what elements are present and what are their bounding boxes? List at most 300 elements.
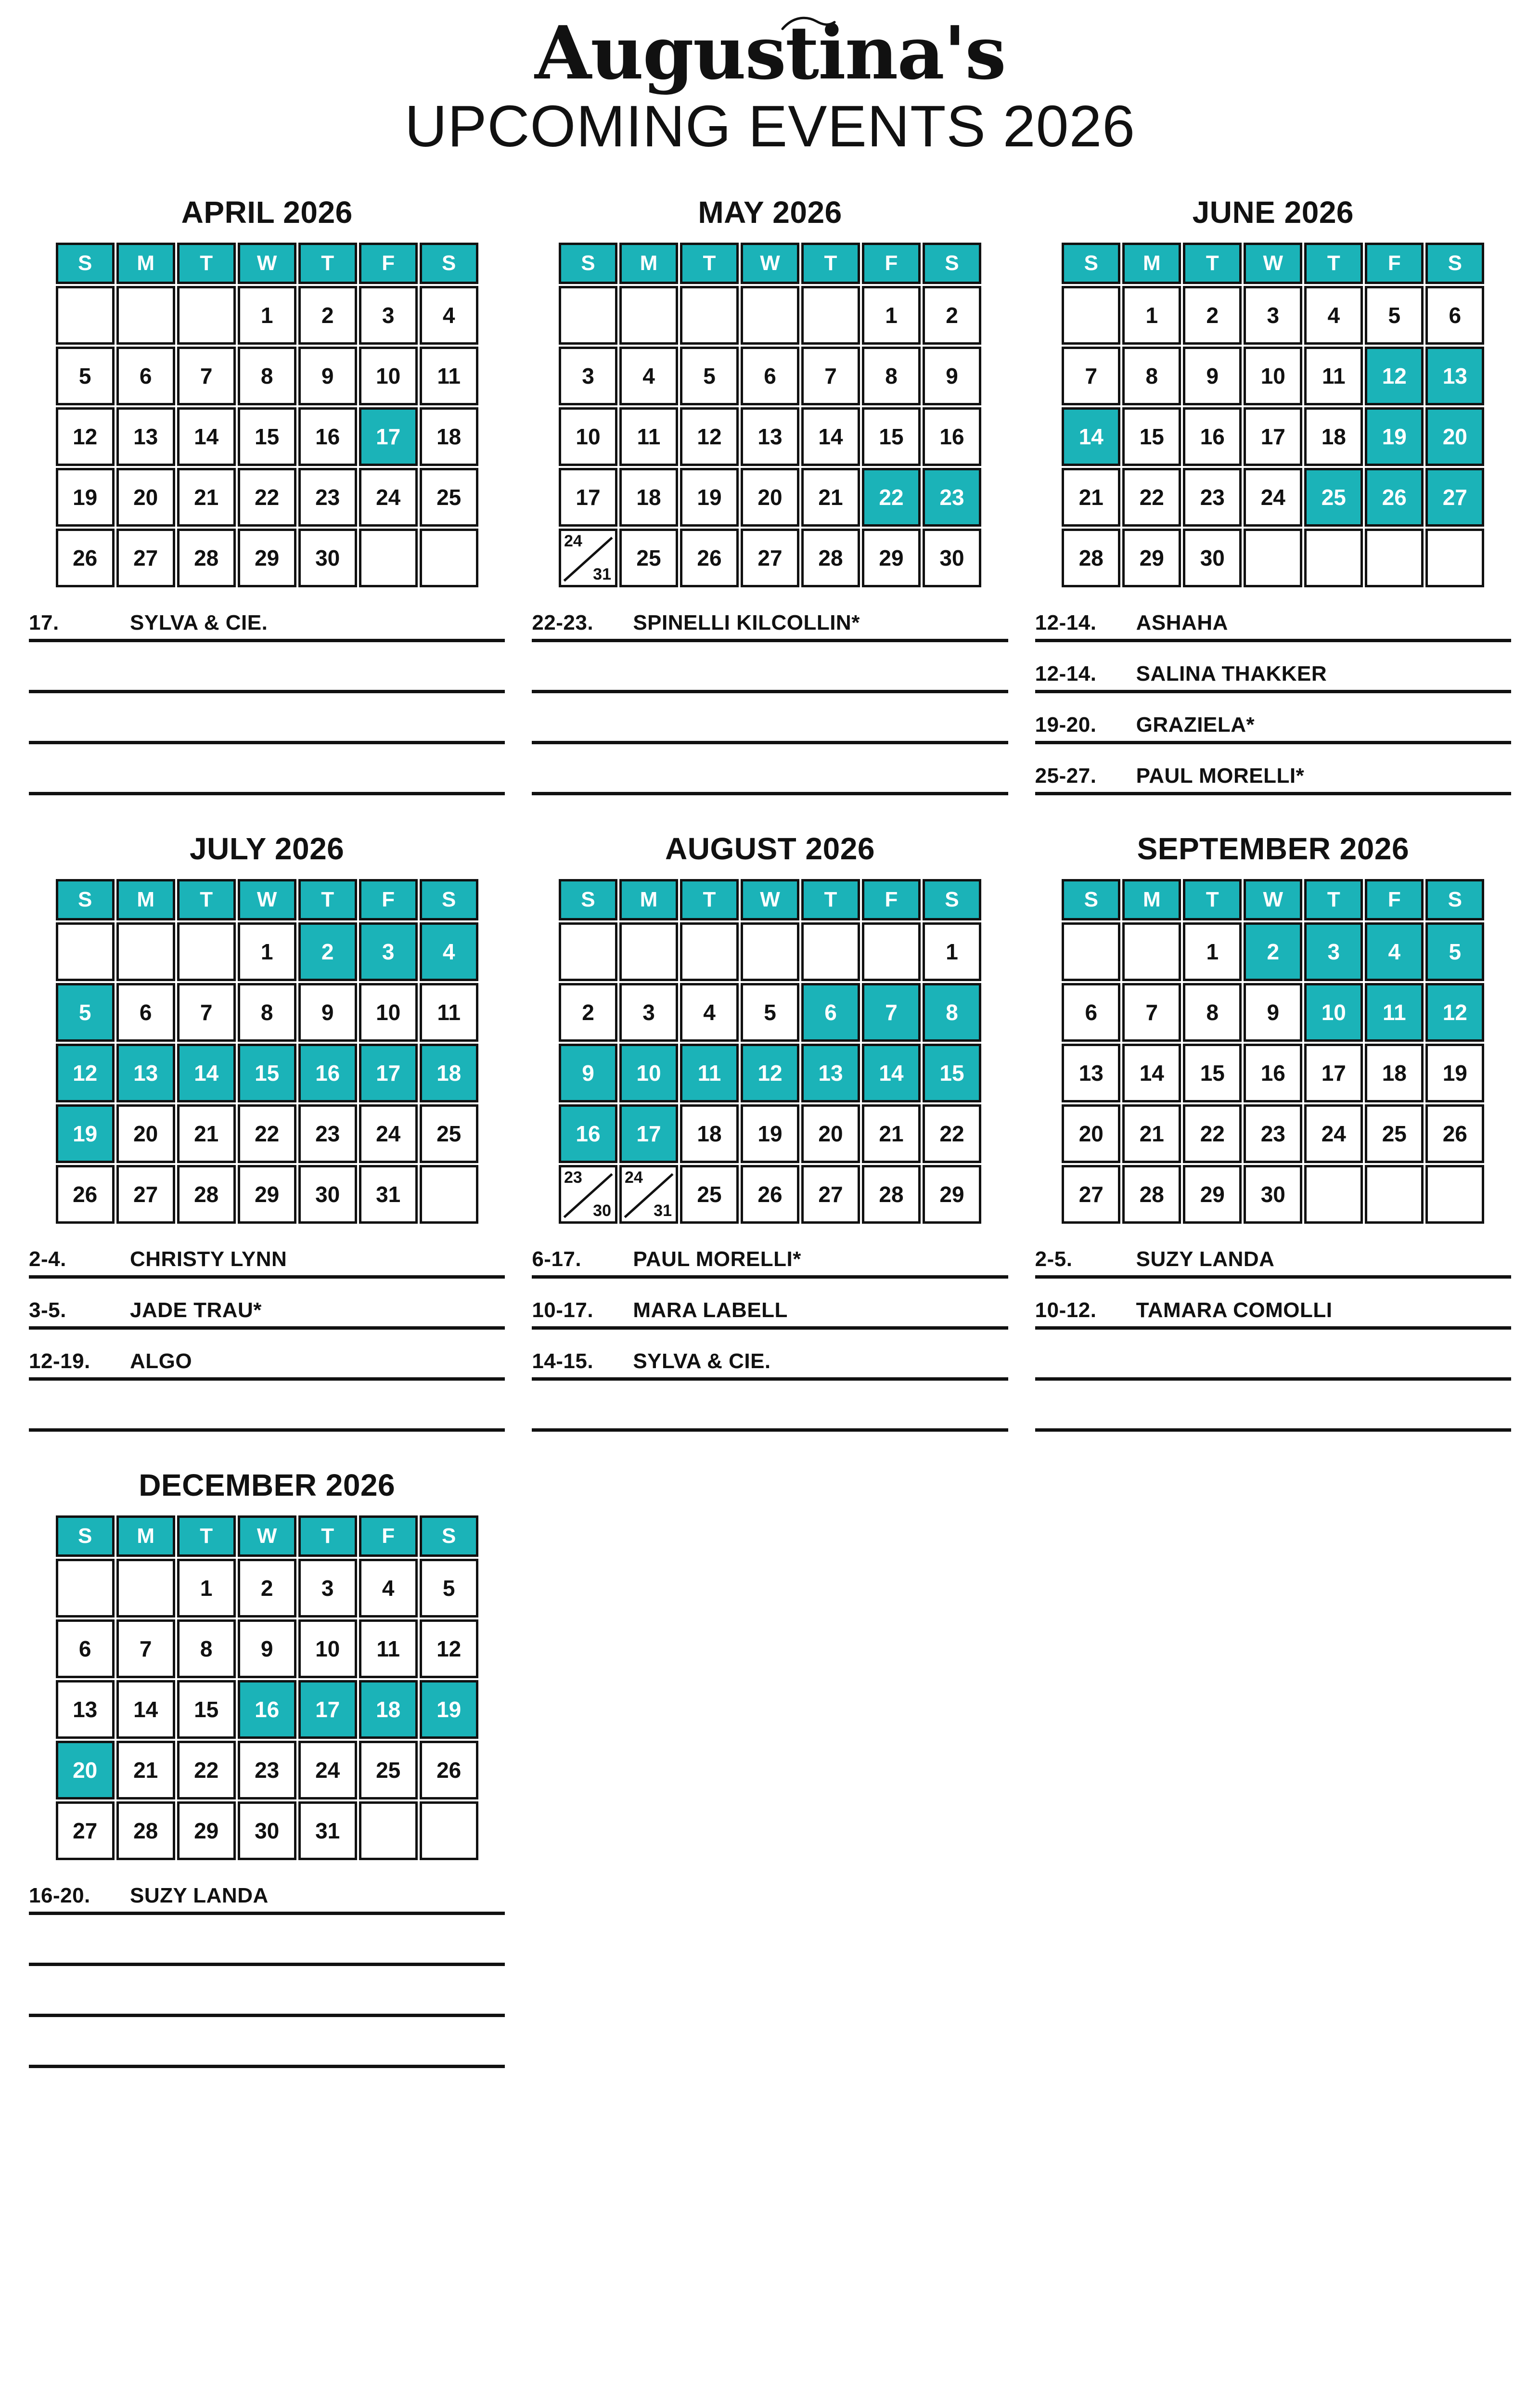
calendar-day[interactable]: 25: [359, 1741, 418, 1799]
calendar-day-highlighted[interactable]: 4: [420, 922, 478, 981]
calendar-day[interactable]: 21: [177, 468, 236, 527]
calendar-day[interactable]: 18: [420, 407, 478, 466]
weekday-header-cell: M: [116, 243, 175, 284]
event-line: [29, 1289, 505, 1330]
calendar-day-highlighted[interactable]: 26: [1365, 468, 1424, 527]
event-line: [29, 1340, 505, 1381]
event-line: [532, 1238, 1008, 1279]
event-line: [1035, 1289, 1511, 1330]
calendar-day[interactable]: 17: [559, 468, 617, 527]
weekday-header-cell: W: [238, 1515, 296, 1557]
calendar-week-row: [56, 922, 478, 981]
event-list: [532, 1238, 1008, 1432]
calendar-day[interactable]: 27: [116, 529, 175, 587]
calendar-day-highlighted[interactable]: 8: [923, 983, 981, 1042]
calendar-week-row: [56, 468, 478, 527]
event-line-blank: [532, 704, 1008, 744]
calendar-day[interactable]: 6: [116, 983, 175, 1042]
calendar-day[interactable]: 3: [559, 347, 617, 405]
calendar-day[interactable]: 1: [1183, 922, 1242, 981]
calendar-day[interactable]: 11: [619, 407, 678, 466]
calendar-day[interactable]: 21: [862, 1104, 921, 1163]
calendar-day[interactable]: 10: [1244, 347, 1302, 405]
calendar-day[interactable]: 28: [801, 529, 860, 587]
calendar-week-row: [56, 1044, 478, 1102]
calendar-week-row: [56, 407, 478, 466]
split-cell-wrap: [561, 1167, 615, 1221]
calendar-day-highlighted[interactable]: 14: [862, 1044, 921, 1102]
calendar-week-row: [1062, 407, 1484, 466]
calendar-day[interactable]: 12: [680, 407, 739, 466]
calendar-day[interactable]: 11: [420, 347, 478, 405]
calendar-day[interactable]: 16: [298, 407, 357, 466]
calendar-day-highlighted[interactable]: 5: [1425, 922, 1484, 981]
calendar-day-highlighted[interactable]: 12: [741, 1044, 799, 1102]
calendar-day-empty: [619, 922, 678, 981]
calendar-day[interactable]: 23: [298, 468, 357, 527]
calendar-day[interactable]: 28: [862, 1165, 921, 1224]
calendar-day[interactable]: 1: [238, 922, 296, 981]
calendar-day[interactable]: 16: [1244, 1044, 1302, 1102]
calendar-day-highlighted[interactable]: 3: [1304, 922, 1363, 981]
calendar-day-highlighted[interactable]: 17: [359, 1044, 418, 1102]
calendar-week-row: [1062, 1044, 1484, 1102]
calendar-day[interactable]: 29: [1122, 529, 1181, 587]
calendar-day-empty: [680, 286, 739, 345]
calendar-day[interactable]: 15: [862, 407, 921, 466]
weekday-header-row: [56, 243, 478, 284]
calendar-day[interactable]: 29: [923, 1165, 981, 1224]
calendar-day[interactable]: 25: [619, 529, 678, 587]
calendar-week-row: [56, 1619, 478, 1678]
calendar-day[interactable]: 22: [238, 468, 296, 527]
calendar-day[interactable]: 28: [1122, 1165, 1181, 1224]
calendar-day[interactable]: 15: [1183, 1044, 1242, 1102]
calendar-day[interactable]: 6: [1425, 286, 1484, 345]
month-title: APRIL 2026: [181, 195, 353, 230]
calendar-day[interactable]: 25: [1365, 1104, 1424, 1163]
calendar-day-empty: [741, 922, 799, 981]
calendar-day[interactable]: 7: [116, 1619, 175, 1678]
calendar-day[interactable]: 24: [359, 1104, 418, 1163]
calendar-day[interactable]: 9: [238, 1619, 296, 1678]
calendar-day-empty: [56, 922, 115, 981]
calendar-day-empty: [1425, 529, 1484, 587]
calendar-day[interactable]: 10: [559, 407, 617, 466]
calendar-day[interactable]: 8: [862, 347, 921, 405]
calendar-day[interactable]: 6: [116, 347, 175, 405]
calendar-day[interactable]: 13: [741, 407, 799, 466]
calendar-day-highlighted[interactable]: 12: [1365, 347, 1424, 405]
calendar-day[interactable]: 1: [923, 922, 981, 981]
weekday-header-cell: S: [923, 879, 981, 920]
weekday-header-cell: F: [359, 1515, 418, 1557]
calendar-day[interactable]: 9: [1244, 983, 1302, 1042]
calendar-day[interactable]: 1: [238, 286, 296, 345]
calendar-day[interactable]: 19: [56, 468, 115, 527]
calendar-day[interactable]: 15: [177, 1680, 236, 1739]
calendar-day[interactable]: 13: [56, 1680, 115, 1739]
calendar-day[interactable]: 7: [1062, 347, 1120, 405]
calendar-day[interactable]: 28: [116, 1801, 175, 1860]
calendar-day-highlighted[interactable]: 15: [923, 1044, 981, 1102]
calendar-day[interactable]: 4: [420, 286, 478, 345]
event-name: PAUL MORELLI*: [1136, 764, 1305, 788]
calendar-day[interactable]: 29: [238, 1165, 296, 1224]
calendar-day[interactable]: 5: [680, 347, 739, 405]
calendar-day[interactable]: 29: [1183, 1165, 1242, 1224]
page-header: [0, 0, 1540, 160]
calendar-day[interactable]: 17: [1244, 407, 1302, 466]
calendar-day[interactable]: 26: [56, 529, 115, 587]
event-date: 14-15.: [532, 1349, 594, 1373]
calendar-day[interactable]: 24: [359, 468, 418, 527]
month-block: [532, 831, 1008, 1432]
calendar-day[interactable]: 30: [923, 529, 981, 587]
calendar-day[interactable]: 3: [298, 1559, 357, 1618]
calendar-day[interactable]: 21: [801, 468, 860, 527]
calendar-day[interactable]: 1: [862, 286, 921, 345]
month-block: [29, 1467, 505, 2068]
event-date: 25-27.: [1035, 764, 1097, 788]
calendar-day[interactable]: 27: [116, 1165, 175, 1224]
event-name: MARA LABELL: [633, 1298, 788, 1322]
calendar-day[interactable]: 31: [359, 1165, 418, 1224]
calendar-day[interactable]: 8: [177, 1619, 236, 1678]
weekday-header-cell: S: [1425, 243, 1484, 284]
calendar-day-highlighted[interactable]: 18: [359, 1680, 418, 1739]
calendar-day-empty: [420, 1165, 478, 1224]
calendar-day[interactable]: 10: [359, 983, 418, 1042]
calendar-day[interactable]: 18: [1365, 1044, 1424, 1102]
calendar-day[interactable]: 29: [177, 1801, 236, 1860]
calendar-day-empty: [359, 529, 418, 587]
calendar-day[interactable]: 21: [116, 1741, 175, 1799]
event-list: [532, 602, 1008, 795]
calendar-day-highlighted[interactable]: 11: [680, 1044, 739, 1102]
calendar-day-highlighted[interactable]: 19: [420, 1680, 478, 1739]
calendar-day[interactable]: 1: [1122, 286, 1181, 345]
calendar-day[interactable]: 26: [420, 1741, 478, 1799]
calendar-day[interactable]: 6: [56, 1619, 115, 1678]
calendar-day[interactable]: 22: [923, 1104, 981, 1163]
weekday-header-cell: S: [420, 879, 478, 920]
calendar-day[interactable]: 28: [1062, 529, 1120, 587]
calendar-day-highlighted[interactable]: 10: [1304, 983, 1363, 1042]
calendar-week-row: [559, 468, 981, 527]
calendar-day[interactable]: 26: [56, 1165, 115, 1224]
calendar-day-split[interactable]: [619, 1165, 678, 1224]
calendar-day[interactable]: 17: [1304, 1044, 1363, 1102]
calendar-day-empty: [116, 1559, 175, 1618]
event-date: 17.: [29, 611, 59, 634]
calendar-day-split[interactable]: [559, 1165, 617, 1224]
calendar-day-highlighted[interactable]: 11: [1365, 983, 1424, 1042]
event-date: 6-17.: [532, 1247, 582, 1271]
calendar-day-highlighted[interactable]: 20: [56, 1741, 115, 1799]
calendar-day[interactable]: 29: [238, 529, 296, 587]
calendar-day-highlighted[interactable]: 16: [559, 1104, 617, 1163]
calendar-day[interactable]: 21: [1062, 468, 1120, 527]
calendar-day-empty: [741, 286, 799, 345]
calendar-day[interactable]: 6: [1062, 983, 1120, 1042]
calendar-day[interactable]: 9: [923, 347, 981, 405]
calendar-day[interactable]: 4: [680, 983, 739, 1042]
calendar-day[interactable]: 30: [298, 1165, 357, 1224]
calendar-day[interactable]: 18: [1304, 407, 1363, 466]
calendar-day[interactable]: 31: [298, 1801, 357, 1860]
calendar-day[interactable]: 20: [116, 468, 175, 527]
calendar-day-highlighted[interactable]: 12: [1425, 983, 1484, 1042]
calendar-day[interactable]: 4: [619, 347, 678, 405]
calendar-day[interactable]: 16: [923, 407, 981, 466]
calendar-day-highlighted[interactable]: 7: [862, 983, 921, 1042]
calendar-day-highlighted[interactable]: 2: [1244, 922, 1302, 981]
calendar-day-highlighted[interactable]: 13: [801, 1044, 860, 1102]
event-list: [29, 1238, 505, 1432]
calendar-day-highlighted[interactable]: 12: [56, 1044, 115, 1102]
calendar-day-highlighted[interactable]: 14: [177, 1044, 236, 1102]
calendar-day-split[interactable]: [559, 529, 617, 587]
calendar-day[interactable]: 30: [298, 529, 357, 587]
calendar-day[interactable]: 8: [1122, 347, 1181, 405]
calendar-week-row: [559, 407, 981, 466]
page-subtitle: UPCOMING EVENTS 2026: [404, 93, 1136, 159]
calendar-day[interactable]: 24: [298, 1741, 357, 1799]
month-block: [1035, 194, 1511, 795]
calendar-day-empty: [801, 286, 860, 345]
calendar-day[interactable]: 15: [1122, 407, 1181, 466]
calendar-day-highlighted[interactable]: 10: [619, 1044, 678, 1102]
calendar-day[interactable]: 25: [420, 468, 478, 527]
calendar-day-number: 24: [624, 1168, 643, 1187]
calendar-day-empty: [862, 922, 921, 981]
calendar-day-highlighted[interactable]: 17: [359, 407, 418, 466]
calendar-day[interactable]: 23: [1183, 468, 1242, 527]
calendar-day[interactable]: 9: [1183, 347, 1242, 405]
calendar-day[interactable]: 20: [741, 468, 799, 527]
calendar-day[interactable]: 14: [116, 1680, 175, 1739]
calendar-table: [1060, 877, 1486, 1226]
calendar-day[interactable]: 30: [1244, 1165, 1302, 1224]
event-name: JADE TRAU*: [130, 1298, 262, 1322]
month-title: MAY 2026: [698, 195, 842, 230]
calendar-day[interactable]: 30: [238, 1801, 296, 1860]
calendar-day[interactable]: 14: [177, 407, 236, 466]
calendar-day[interactable]: 19: [741, 1104, 799, 1163]
calendar-day[interactable]: 30: [1183, 529, 1242, 587]
calendar-day[interactable]: 7: [801, 347, 860, 405]
calendar-day-highlighted[interactable]: 16: [238, 1680, 296, 1739]
calendar-day[interactable]: 5: [1365, 286, 1424, 345]
event-line-blank: [29, 755, 505, 795]
calendar-day[interactable]: 16: [1183, 407, 1242, 466]
calendar-day[interactable]: 20: [116, 1104, 175, 1163]
calendar-day-highlighted[interactable]: 20: [1425, 407, 1484, 466]
calendar-day-highlighted[interactable]: 9: [559, 1044, 617, 1102]
calendar-day[interactable]: 9: [298, 983, 357, 1042]
calendar-day-highlighted[interactable]: 5: [56, 983, 115, 1042]
calendar-day[interactable]: 12: [420, 1619, 478, 1678]
event-date: 3-5.: [29, 1298, 66, 1322]
event-line-blank: [532, 1391, 1008, 1432]
calendar-table: [54, 1514, 480, 1862]
weekday-header-cell: S: [56, 879, 115, 920]
calendar-day-highlighted[interactable]: 13: [1425, 347, 1484, 405]
calendar-day-empty: [680, 922, 739, 981]
calendar-day[interactable]: 8: [238, 983, 296, 1042]
calendar-day[interactable]: 12: [56, 407, 115, 466]
calendar-day[interactable]: 29: [862, 529, 921, 587]
calendar-day[interactable]: 2: [298, 286, 357, 345]
weekday-header-cell: S: [420, 243, 478, 284]
calendar-day[interactable]: 4: [359, 1559, 418, 1618]
calendar-day[interactable]: 25: [420, 1104, 478, 1163]
event-date: 10-12.: [1035, 1298, 1097, 1322]
calendar-day[interactable]: 23: [238, 1741, 296, 1799]
calendar-day[interactable]: 10: [298, 1619, 357, 1678]
weekday-header-cell: F: [862, 879, 921, 920]
calendar-week-row: [559, 529, 981, 587]
calendar-day[interactable]: 2: [238, 1559, 296, 1618]
calendar-week-row: [559, 286, 981, 345]
month-title: SEPTEMBER 2026: [1137, 831, 1410, 866]
calendar-day-highlighted[interactable]: 18: [420, 1044, 478, 1102]
calendar-week-row: [1062, 983, 1484, 1042]
calendar-day[interactable]: 19: [1425, 1044, 1484, 1102]
calendar-day[interactable]: 5: [741, 983, 799, 1042]
calendar-day[interactable]: 4: [1304, 286, 1363, 345]
weekday-header-cell: W: [238, 243, 296, 284]
calendar-day-highlighted[interactable]: 27: [1425, 468, 1484, 527]
event-line-blank: [1035, 1340, 1511, 1381]
calendar-day[interactable]: 5: [420, 1559, 478, 1618]
calendar-day-highlighted[interactable]: 17: [298, 1680, 357, 1739]
calendar-day-empty: [116, 922, 175, 981]
calendar-week-row: [1062, 922, 1484, 981]
calendar-day-highlighted[interactable]: 19: [56, 1104, 115, 1163]
calendar-day[interactable]: 24: [1244, 468, 1302, 527]
weekday-header-cell: M: [619, 243, 678, 284]
weekday-header-cell: W: [741, 879, 799, 920]
calendar-day-highlighted[interactable]: 6: [801, 983, 860, 1042]
calendar-day[interactable]: 27: [1062, 1165, 1120, 1224]
event-date: 12-14.: [1035, 611, 1097, 634]
calendar-day[interactable]: 27: [801, 1165, 860, 1224]
calendar-day[interactable]: 6: [741, 347, 799, 405]
event-name: SYLVA & CIE.: [633, 1349, 771, 1373]
calendar-day[interactable]: 3: [359, 286, 418, 345]
calendar-week-row: [559, 1165, 981, 1224]
event-date: 12-14.: [1035, 662, 1097, 686]
calendar-day-highlighted[interactable]: 17: [619, 1104, 678, 1163]
calendar-day[interactable]: 3: [619, 983, 678, 1042]
calendar-day[interactable]: 8: [238, 347, 296, 405]
event-list: [29, 1875, 505, 2068]
calendar-day-highlighted[interactable]: 2: [298, 922, 357, 981]
calendar-day[interactable]: 14: [801, 407, 860, 466]
calendar-day[interactable]: 3: [1244, 286, 1302, 345]
calendar-day[interactable]: 7: [177, 983, 236, 1042]
calendar-day[interactable]: 13: [1062, 1044, 1120, 1102]
calendar-day[interactable]: 28: [177, 1165, 236, 1224]
weekday-header-cell: S: [56, 1515, 115, 1557]
calendar-day-highlighted[interactable]: 22: [862, 468, 921, 527]
calendar-day[interactable]: 18: [619, 468, 678, 527]
calendar-day[interactable]: 7: [177, 347, 236, 405]
calendar-day[interactable]: 20: [1062, 1104, 1120, 1163]
calendar-day[interactable]: 11: [359, 1619, 418, 1678]
calendar-day[interactable]: 26: [1425, 1104, 1484, 1163]
calendar-day[interactable]: 14: [1122, 1044, 1181, 1102]
calendar-day-highlighted[interactable]: 16: [298, 1044, 357, 1102]
calendar-day[interactable]: 23: [298, 1104, 357, 1163]
calendar-day[interactable]: 2: [1183, 286, 1242, 345]
calendar-day[interactable]: 23: [1244, 1104, 1302, 1163]
event-list: [1035, 1238, 1511, 1432]
calendar-week-row: [1062, 468, 1484, 527]
event-name: GRAZIELA*: [1136, 713, 1255, 737]
calendar-day[interactable]: 28: [177, 529, 236, 587]
calendar-day-empty: [1062, 922, 1120, 981]
weekday-header-cell: S: [1062, 879, 1120, 920]
event-name: PAUL MORELLI*: [633, 1247, 801, 1271]
calendar-day[interactable]: 1: [177, 1559, 236, 1618]
calendar-day[interactable]: 7: [1122, 983, 1181, 1042]
calendar-day[interactable]: 8: [1183, 983, 1242, 1042]
calendar-day[interactable]: 13: [116, 407, 175, 466]
event-date: 2-4.: [29, 1247, 66, 1271]
calendar-day[interactable]: 5: [56, 347, 115, 405]
calendar-day[interactable]: 10: [359, 347, 418, 405]
calendar-day[interactable]: 18: [680, 1104, 739, 1163]
calendar-day-number: 23: [564, 1168, 582, 1187]
calendar-day[interactable]: 27: [741, 529, 799, 587]
calendar-day[interactable]: 11: [1304, 347, 1363, 405]
calendar-day[interactable]: 22: [1122, 468, 1181, 527]
calendar-day-highlighted[interactable]: 13: [116, 1044, 175, 1102]
calendar-day[interactable]: 19: [680, 468, 739, 527]
calendar-day[interactable]: 2: [559, 983, 617, 1042]
calendar-day[interactable]: 20: [801, 1104, 860, 1163]
weekday-header-cell: T: [801, 243, 860, 284]
calendar-day-number-secondary: 31: [654, 1202, 672, 1220]
calendar-day-highlighted[interactable]: 4: [1365, 922, 1424, 981]
month-title: AUGUST 2026: [665, 831, 875, 866]
calendar-day[interactable]: 15: [238, 407, 296, 466]
calendar-day[interactable]: 24: [1304, 1104, 1363, 1163]
calendar-day[interactable]: 9: [298, 347, 357, 405]
calendar-day[interactable]: 25: [680, 1165, 739, 1224]
calendar-day[interactable]: 22: [177, 1741, 236, 1799]
calendar-day[interactable]: 27: [56, 1801, 115, 1860]
calendar-day-highlighted[interactable]: 3: [359, 922, 418, 981]
calendar-day-highlighted[interactable]: 25: [1304, 468, 1363, 527]
calendar-day[interactable]: 26: [680, 529, 739, 587]
calendar-day[interactable]: 21: [1122, 1104, 1181, 1163]
calendar-day[interactable]: 21: [177, 1104, 236, 1163]
calendar-day[interactable]: 22: [1183, 1104, 1242, 1163]
calendar-day[interactable]: 22: [238, 1104, 296, 1163]
calendar-day-highlighted[interactable]: 15: [238, 1044, 296, 1102]
calendar-day[interactable]: 11: [420, 983, 478, 1042]
calendar-day[interactable]: 2: [923, 286, 981, 345]
event-name: ALGO: [130, 1349, 192, 1373]
calendar-day[interactable]: 26: [741, 1165, 799, 1224]
calendar-day-highlighted[interactable]: 14: [1062, 407, 1120, 466]
calendar-day-highlighted[interactable]: 23: [923, 468, 981, 527]
calendar-day-highlighted[interactable]: 19: [1365, 407, 1424, 466]
